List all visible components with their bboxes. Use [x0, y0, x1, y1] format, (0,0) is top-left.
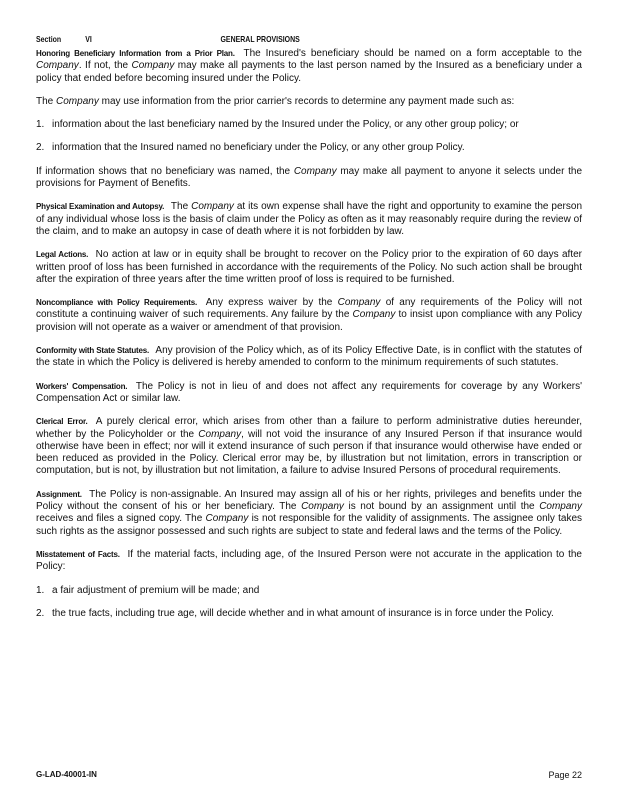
page-footer	[36, 770, 582, 782]
document-page	[36, 34, 582, 620]
form-number: G-LAD-40001-IN	[36, 770, 97, 779]
if-information-paragraph: If information shows that no beneficiary was named, the Company may make all payment to anyone it selects under the provisions for Payment of Benefits.	[36, 165, 583, 190]
list-item: 1. information about the last beneficiary named by the Insured under the Policy, or any other group policy; or	[36, 119, 519, 131]
paragraph-heading: Honoring Beneficiary Information from a Prior Plan.	[36, 49, 235, 58]
assignment-paragraph: Assignment. The Policy is non-assignable. An Insured may assign all of his or her rights, privileges and benefits under the Policy without the consent of his or her beneficiary. The Company is not bound by an assignment until the Company receives and files a signed copy. The Company is not responsible for the validity of assignments. The assignee only takes such rights as the assignor possessed and such rights are subject to state and federal laws and the terms of the Policy.	[36, 488, 583, 537]
paragraph-heading: Conformity with State Statutes.	[36, 346, 150, 356]
honoring-paragraph: Honoring Beneficiary Information from a Prior Plan. The Insured's beneficiary should be named on a form acceptable to the Company. If not, the Company may make all payments to the last person named by the Insured as a beneficiary under a policy that ended before becoming insured under the Policy.	[36, 48, 582, 84]
list-item: 2. information that the Insured named no beneficiary under the Policy, or any other group Policy.	[36, 142, 465, 154]
clerical-error-paragraph: Clerical Error. A purely clerical error, which arises from other than a failure to perform administrative duties hereunder, whether by the Policyholder or the Company, will not void the insurance of any Insured Person if that insurance would otherwise have been in effect; nor will it extend insurance of such person if that insurance would otherwise have ended or been reduced as provided in the Policy. Clerical error may be, by illustration but not limitation, errors in transcription or computation, but is not, by illustration but not limitation, a failure to advise Insured Persons of procedural requirements.	[36, 416, 583, 477]
paragraph-heading: Misstatement of Facts.	[36, 549, 120, 559]
list-item: 1. a fair adjustment of premium will be made; and	[36, 584, 260, 596]
section-title: GENERAL PROVISIONS	[220, 34, 300, 44]
paragraph-heading: Workers' Compensation.	[36, 381, 128, 391]
paragraph-heading: Clerical Error.	[36, 417, 88, 427]
workers-compensation-paragraph: Workers' Compensation. The Policy is not in lieu of and does not affect any requirements for coverage by any Workers' Compensation Act or similar law.	[36, 380, 582, 404]
legal-actions-paragraph: Legal Actions. No action at law or in equity shall be brought to recover on the Policy prior to the expiration of 60 days after written proof of loss has been furnished in accordance with the requirements of the Policy. No such action shall be brought after the expiration of three years after the time written proof of loss is required to be furnished.	[36, 249, 582, 285]
misstatement-paragraph: Misstatement of Facts. If the material facts, including age, of the Insured Person were not accurate in the application to the Policy:	[36, 548, 582, 573]
physical-examination-paragraph: Physical Examination and Autopsy. The Company at its own expense shall have the right and opportunity to examine the person of any individual whose loss is the basis of claim under the Policy as often as it may reasonably require during the review of the claim, and to make an autopsy in case of death where it is not forbidden by law.	[36, 201, 583, 237]
page-number: Page 22	[548, 770, 582, 780]
may-use-paragraph: The Company may use information from the prior carrier's records to determine any payment made such as:	[36, 95, 515, 107]
paragraph-heading: Assignment.	[36, 489, 82, 499]
conformity-paragraph: Conformity with State Statutes. Any provision of the Policy which, as of its Policy Effective Date, is in conflict with the statutes of the state in which the Policy is delivered is hereby amended to conform to the minimum requirements of such statutes.	[36, 345, 582, 369]
noncompliance-paragraph: Noncompliance with Policy Requirements. Any express waiver by the Company of any requirements of the Policy will not constitute a continuing waiver of such requirements. Any failure by the Company to insist upon compliance with any Policy provision will not operate as a waiver or amendment of that provision.	[36, 297, 583, 333]
list-item: 2. the true facts, including true age, will decide whether and in what amount of insurance is in force under the Policy.	[36, 607, 554, 619]
paragraph-heading: Legal Actions.	[36, 250, 89, 260]
paragraph-heading: Physical Examination and Autopsy.	[36, 202, 165, 212]
section-number: VI	[85, 34, 92, 44]
section-header	[36, 34, 582, 48]
section-label: Section	[36, 34, 62, 44]
paragraph-heading: Noncompliance with Policy Requirements.	[36, 298, 197, 308]
